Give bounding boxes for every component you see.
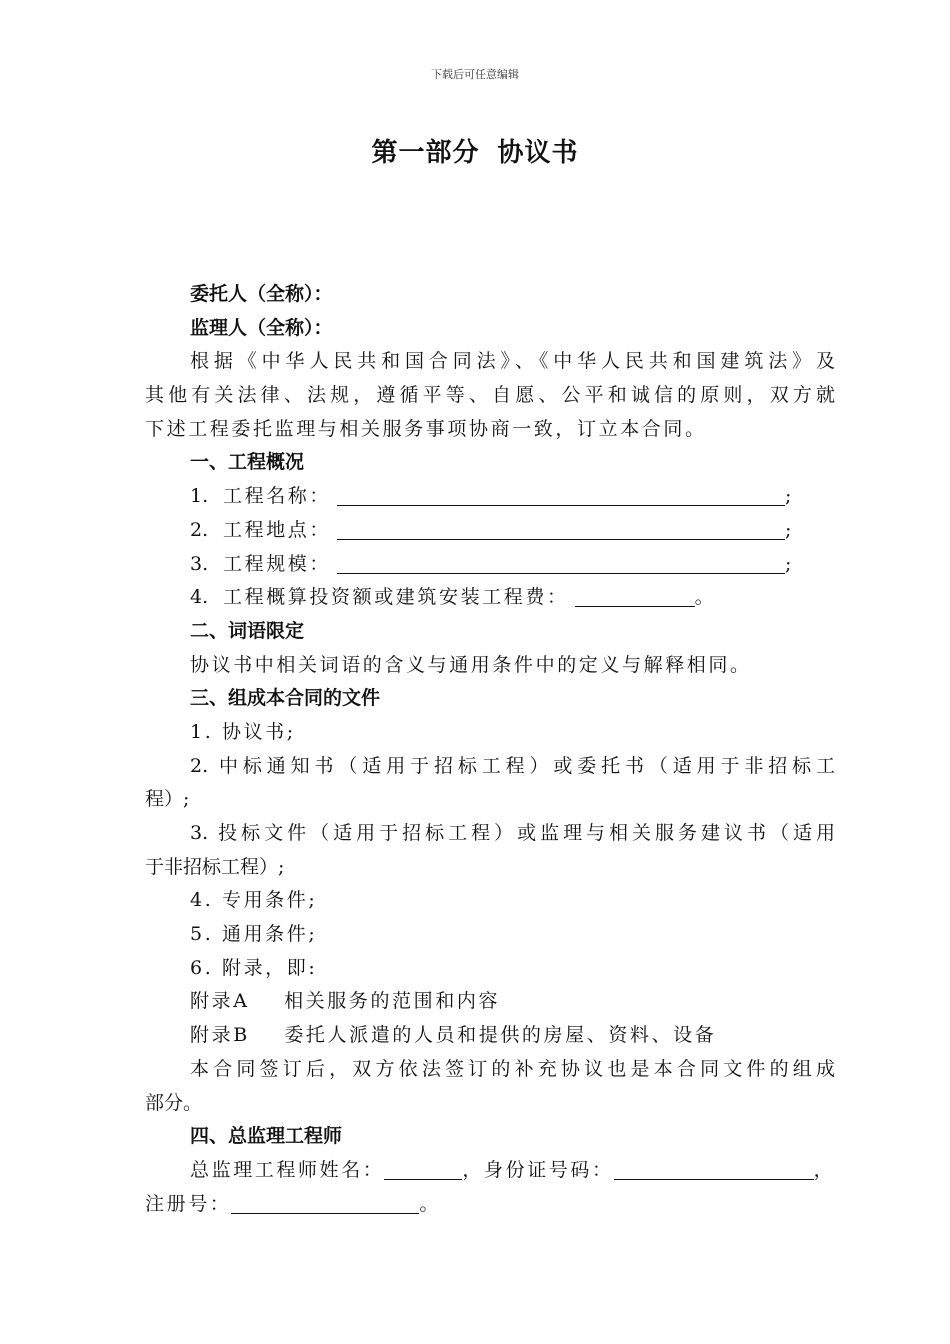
doc-item-3b: 于非招标工程）; (145, 855, 285, 878)
doc-item-2a: 2. 中标通知书（适用于招标工程）或委托书（适用于非招标工 (190, 754, 835, 777)
doc-item-3a: 3. 投标文件（适用于招标工程）或监理与相关服务建议书（适用 (190, 822, 835, 844)
section4-heading: 四、总监理工程师 (190, 1125, 343, 1148)
appendix-a: 附录A 相关服务的范围和内容 (190, 990, 501, 1013)
title-main: 协议书 (497, 138, 579, 168)
registration-blank[interactable] (231, 1191, 419, 1214)
project-name-row: 1. 工程名称： ; (190, 485, 792, 508)
project-scale-blank[interactable] (337, 551, 785, 574)
client-label: 委托人（全称）： (190, 283, 333, 305)
section2-heading: 二、词语限定 (190, 619, 305, 642)
doc-item-2b: 程）; (145, 788, 190, 811)
appendix-b: 附录B 委托人派遣的人员和提供的房屋、资料、设备 (190, 1024, 717, 1047)
doc-item-5: 5. 通用条件; (190, 923, 318, 946)
doc-item-4: 4. 专用条件; (190, 889, 318, 912)
page-title (0, 132, 950, 169)
project-location-row: 2. 工程地点： ; (190, 518, 792, 541)
document-body (145, 278, 835, 1221)
project-scale-row: 3. 工程规模： ; (190, 552, 792, 575)
project-investment-row: 4. 工程概算投资额或建筑安装工程费： 。 (190, 586, 714, 609)
doc-item-1: 1. 协议书; (190, 720, 296, 743)
section1-heading: 一、工程概况 (190, 451, 305, 474)
section2-text: 协议书中相关词语的含义与通用条件中的定义与解释相同。 (190, 653, 752, 676)
id-number-blank[interactable] (614, 1157, 814, 1180)
chief-engineer-row: 总监理工程师姓名： ，身份证号码： ， (190, 1158, 833, 1181)
supplement-line-2: 部分。 (145, 1091, 203, 1114)
section3-heading: 三、组成本合同的文件 (190, 687, 381, 710)
intro-line-3: 下述工程委托监理与相关服务事项协商一致，订立本合同。 (145, 417, 707, 440)
engineer-name-blank[interactable] (384, 1157, 462, 1180)
intro-line-2: 其他有关法律、法规，遵循平等、自愿、公平和诚信的原则，双方就 (145, 384, 835, 407)
supervisor-label: 监理人（全称）： (190, 316, 333, 339)
doc-item-6: 6. 附录，即: (190, 956, 318, 979)
project-name-blank[interactable] (337, 483, 785, 506)
registration-row: 注册号： 。 (145, 1192, 439, 1215)
project-location-blank[interactable] (337, 517, 785, 540)
title-part: 第一部分 (371, 138, 480, 168)
supplement-line-1: 本合同签订后，双方依法签订的补充协议也是本合同文件的组成 (190, 1057, 835, 1080)
intro-line-1: 根据《中华人民共和国合同法》、《中华人民共和国建筑法》及 (190, 350, 835, 373)
project-investment-blank[interactable] (575, 584, 695, 607)
header-note: 下载后可任意编辑 (431, 68, 519, 81)
